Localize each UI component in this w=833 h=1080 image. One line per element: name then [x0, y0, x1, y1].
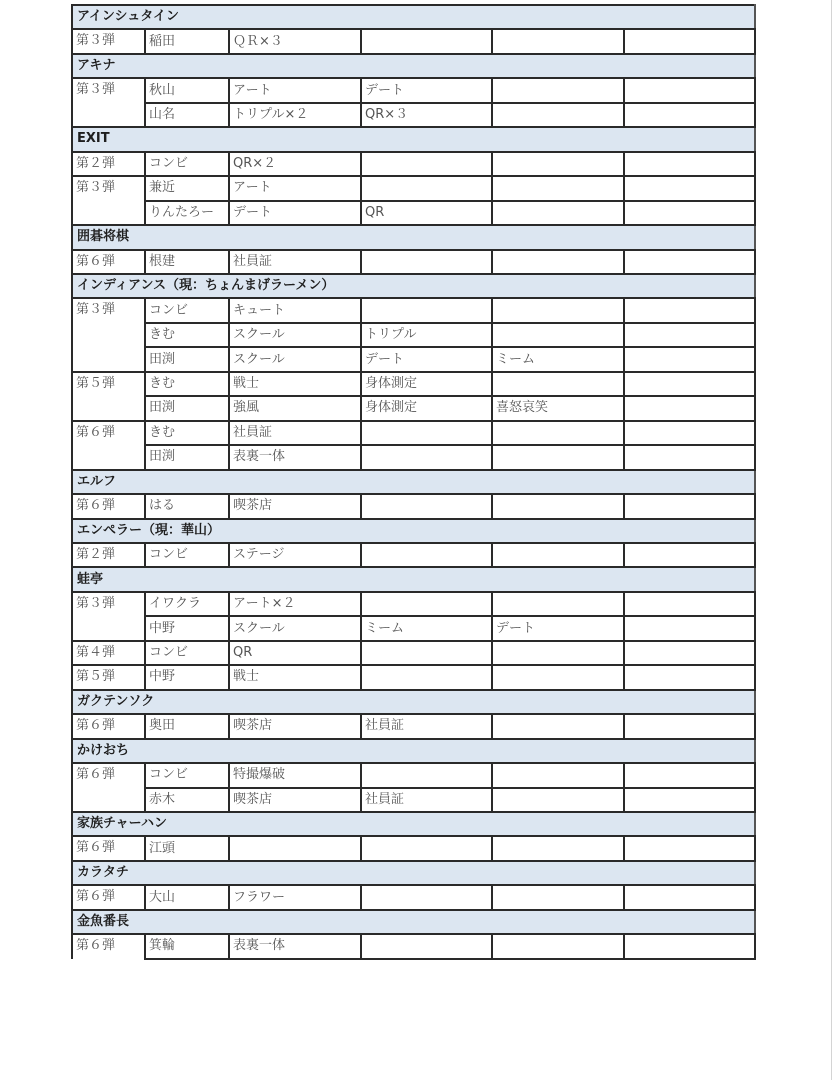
card-cell-4	[624, 176, 755, 200]
issue-cell: 第６弾	[72, 885, 145, 909]
card-cell-3	[492, 372, 624, 396]
card-cell-1: トリプル×２	[229, 103, 361, 127]
issue-cell: 第２弾	[72, 152, 145, 176]
issue-cell: 第６弾	[72, 934, 145, 958]
card-cell-4	[624, 543, 755, 567]
member-cell: コンビ	[145, 298, 229, 322]
group-name: 囲碁将棋	[72, 225, 755, 249]
card-cell-3	[492, 836, 624, 860]
member-cell: 大山	[145, 885, 229, 909]
card-cell-1: 表裏一体	[229, 445, 361, 469]
member-cell: りんたろー	[145, 201, 229, 225]
card-cell-3: ミーム	[492, 347, 624, 371]
group-name: エンペラー（現：華山）	[72, 519, 755, 543]
group-name: エルフ	[72, 470, 755, 494]
issue-cell	[72, 323, 145, 347]
card-cell-1: 特撮爆破	[229, 763, 361, 787]
card-cell-4	[624, 592, 755, 616]
page-edge-line	[831, 0, 832, 1080]
group-name: インディアンス（現：ちょんまげラーメン）	[72, 274, 755, 298]
card-cell-3	[492, 592, 624, 616]
group-name: 蛙亭	[72, 567, 755, 591]
member-cell: 兼近	[145, 176, 229, 200]
card-cell-4	[624, 372, 755, 396]
group-header-row	[72, 225, 755, 249]
card-cell-4	[624, 29, 755, 53]
card-cell-2	[361, 176, 492, 200]
member-cell: 中野	[145, 616, 229, 640]
card-cell-1: スクール	[229, 616, 361, 640]
table-row	[72, 372, 755, 396]
card-cell-1: アート	[229, 176, 361, 200]
card-cell-2: QR×３	[361, 103, 492, 127]
card-cell-2: ミーム	[361, 616, 492, 640]
card-cell-1: アート	[229, 78, 361, 102]
member-cell: 中野	[145, 665, 229, 689]
table-row	[72, 152, 755, 176]
issue-cell	[72, 201, 145, 225]
issue-cell	[72, 445, 145, 469]
card-cell-3	[492, 788, 624, 812]
card-cell-4	[624, 885, 755, 909]
group-name: 家族チャーハン	[72, 812, 755, 836]
table-body	[72, 5, 755, 959]
card-cell-4	[624, 494, 755, 518]
card-cell-4	[624, 347, 755, 371]
table-row	[72, 421, 755, 445]
card-cell-4	[624, 934, 755, 958]
card-cell-1: スクール	[229, 347, 361, 371]
card-cell-1: ステージ	[229, 543, 361, 567]
card-list-table	[71, 4, 756, 960]
table-row	[72, 347, 755, 371]
table-row	[72, 250, 755, 274]
card-cell-1: 表裏一体	[229, 934, 361, 958]
card-cell-1: 戦士	[229, 665, 361, 689]
card-cell-2: 身体測定	[361, 396, 492, 420]
card-cell-2	[361, 836, 492, 860]
card-cell-3	[492, 29, 624, 53]
card-cell-4	[624, 103, 755, 127]
card-cell-4	[624, 250, 755, 274]
issue-cell: 第２弾	[72, 543, 145, 567]
card-cell-2	[361, 592, 492, 616]
issue-cell: 第６弾	[72, 250, 145, 274]
issue-cell: 第３弾	[72, 592, 145, 616]
card-cell-2: 社員証	[361, 788, 492, 812]
card-cell-4	[624, 323, 755, 347]
group-name: EXIT	[72, 127, 755, 151]
card-cell-2	[361, 152, 492, 176]
group-name: アインシュタイン	[72, 5, 755, 29]
group-header-row	[72, 519, 755, 543]
card-cell-4	[624, 836, 755, 860]
card-cell-3	[492, 763, 624, 787]
card-cell-2	[361, 885, 492, 909]
card-cell-1: QR×２	[229, 152, 361, 176]
card-cell-2	[361, 763, 492, 787]
card-cell-2	[361, 494, 492, 518]
group-name: カラタチ	[72, 861, 755, 885]
member-cell: コンビ	[145, 641, 229, 665]
member-cell: 江頭	[145, 836, 229, 860]
issue-cell	[72, 396, 145, 420]
card-cell-1: QR	[229, 641, 361, 665]
card-cell-2	[361, 298, 492, 322]
member-cell: 箕輪	[145, 934, 229, 958]
member-cell: きむ	[145, 421, 229, 445]
card-cell-4	[624, 421, 755, 445]
card-cell-4	[624, 714, 755, 738]
card-cell-3	[492, 641, 624, 665]
card-cell-2: デート	[361, 347, 492, 371]
issue-cell	[72, 788, 145, 812]
card-cell-3	[492, 103, 624, 127]
issue-cell	[72, 347, 145, 371]
card-cell-2	[361, 421, 492, 445]
card-cell-3: デート	[492, 616, 624, 640]
card-cell-4	[624, 78, 755, 102]
issue-cell: 第３弾	[72, 78, 145, 102]
member-cell: 赤木	[145, 788, 229, 812]
member-cell: 田渕	[145, 396, 229, 420]
member-cell: 根建	[145, 250, 229, 274]
group-name: 金魚番長	[72, 910, 755, 934]
issue-cell: 第６弾	[72, 494, 145, 518]
group-header-row	[72, 739, 755, 763]
member-cell: コンビ	[145, 763, 229, 787]
card-cell-1: デート	[229, 201, 361, 225]
group-name: ガクテンソク	[72, 690, 755, 714]
table-row	[72, 836, 755, 860]
member-cell: 田渕	[145, 347, 229, 371]
card-cell-3	[492, 543, 624, 567]
table-row	[72, 29, 755, 53]
card-cell-3	[492, 421, 624, 445]
card-cell-4	[624, 641, 755, 665]
member-cell: 田渕	[145, 445, 229, 469]
card-cell-4	[624, 788, 755, 812]
issue-cell: 第４弾	[72, 641, 145, 665]
issue-cell: 第３弾	[72, 176, 145, 200]
card-cell-3	[492, 298, 624, 322]
table-row	[72, 103, 755, 127]
card-cell-1: 社員証	[229, 250, 361, 274]
group-header-row	[72, 910, 755, 934]
group-header-row	[72, 5, 755, 29]
table-row	[72, 714, 755, 738]
issue-cell: 第６弾	[72, 763, 145, 787]
card-cell-1: ＱＲ×３	[229, 29, 361, 53]
card-cell-2: トリプル	[361, 323, 492, 347]
card-cell-3	[492, 78, 624, 102]
card-cell-3	[492, 250, 624, 274]
table-row	[72, 323, 755, 347]
member-cell: はる	[145, 494, 229, 518]
table-row	[72, 934, 755, 958]
table-row	[72, 176, 755, 200]
card-cell-1: 戦士	[229, 372, 361, 396]
issue-cell: 第５弾	[72, 372, 145, 396]
card-cell-3	[492, 934, 624, 958]
card-cell-2: 身体測定	[361, 372, 492, 396]
card-cell-2	[361, 665, 492, 689]
table-row	[72, 298, 755, 322]
group-header-row	[72, 274, 755, 298]
card-cell-3	[492, 714, 624, 738]
card-cell-1: スクール	[229, 323, 361, 347]
card-cell-2	[361, 543, 492, 567]
card-cell-2: デート	[361, 78, 492, 102]
group-name: アキナ	[72, 54, 755, 78]
card-cell-1: アート×２	[229, 592, 361, 616]
group-header-row	[72, 127, 755, 151]
group-name: かけおち	[72, 739, 755, 763]
member-cell: イワクラ	[145, 592, 229, 616]
table-row	[72, 494, 755, 518]
card-cell-4	[624, 152, 755, 176]
group-header-row	[72, 54, 755, 78]
issue-cell: 第６弾	[72, 714, 145, 738]
card-cell-4	[624, 396, 755, 420]
group-header-row	[72, 861, 755, 885]
card-cell-3	[492, 152, 624, 176]
member-cell: 山名	[145, 103, 229, 127]
card-cell-4	[624, 298, 755, 322]
card-cell-1: 喫茶店	[229, 494, 361, 518]
card-cell-3	[492, 494, 624, 518]
member-cell: きむ	[145, 323, 229, 347]
issue-cell: 第３弾	[72, 29, 145, 53]
issue-cell	[72, 103, 145, 127]
card-cell-4	[624, 665, 755, 689]
table-row	[72, 201, 755, 225]
issue-cell: 第５弾	[72, 665, 145, 689]
table-row	[72, 543, 755, 567]
card-cell-2	[361, 641, 492, 665]
card-cell-1: フラワー	[229, 885, 361, 909]
card-cell-1	[229, 836, 361, 860]
card-cell-3	[492, 201, 624, 225]
table-row	[72, 78, 755, 102]
table-row	[72, 396, 755, 420]
table-row	[72, 788, 755, 812]
issue-cell	[72, 616, 145, 640]
member-cell: きむ	[145, 372, 229, 396]
card-cell-3	[492, 323, 624, 347]
member-cell: コンビ	[145, 152, 229, 176]
table-row	[72, 665, 755, 689]
table-row	[72, 592, 755, 616]
group-header-row	[72, 690, 755, 714]
member-cell: 奥田	[145, 714, 229, 738]
card-cell-3	[492, 445, 624, 469]
table-row	[72, 445, 755, 469]
card-cell-1: キュート	[229, 298, 361, 322]
card-cell-4	[624, 763, 755, 787]
card-cell-1: 喫茶店	[229, 714, 361, 738]
card-cell-1: 社員証	[229, 421, 361, 445]
table-row	[72, 616, 755, 640]
card-cell-2	[361, 250, 492, 274]
member-cell: 秋山	[145, 78, 229, 102]
card-cell-2	[361, 445, 492, 469]
card-cell-4	[624, 616, 755, 640]
card-cell-1: 強風	[229, 396, 361, 420]
card-cell-2	[361, 29, 492, 53]
group-header-row	[72, 812, 755, 836]
card-cell-2	[361, 934, 492, 958]
issue-cell: 第６弾	[72, 836, 145, 860]
member-cell: コンビ	[145, 543, 229, 567]
group-header-row	[72, 470, 755, 494]
issue-cell: 第６弾	[72, 421, 145, 445]
issue-cell: 第３弾	[72, 298, 145, 322]
card-cell-3	[492, 885, 624, 909]
card-cell-3: 喜怒哀笑	[492, 396, 624, 420]
table-row	[72, 763, 755, 787]
card-cell-4	[624, 201, 755, 225]
card-cell-2: 社員証	[361, 714, 492, 738]
member-cell: 稲田	[145, 29, 229, 53]
card-cell-1: 喫茶店	[229, 788, 361, 812]
card-cell-4	[624, 445, 755, 469]
card-cell-2: QR	[361, 201, 492, 225]
table-row	[72, 885, 755, 909]
card-cell-3	[492, 665, 624, 689]
group-header-row	[72, 567, 755, 591]
card-cell-3	[492, 176, 624, 200]
table-row	[72, 641, 755, 665]
